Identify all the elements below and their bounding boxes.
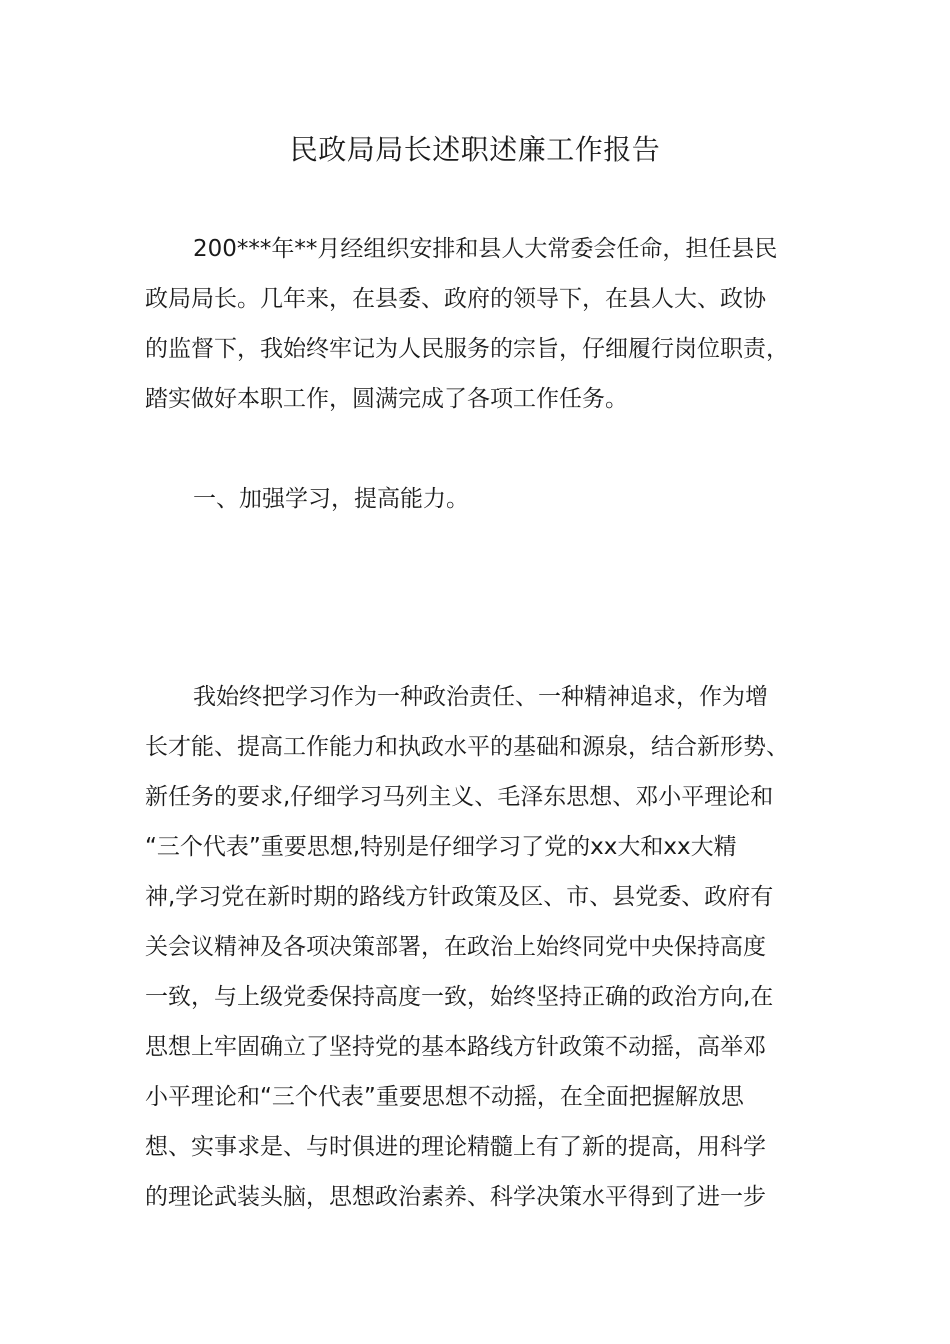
- document-title: 民政局局长述职述廉工作报告: [289, 133, 661, 166]
- paragraph-line: 长才能、提高工作能力和执政水平的基础和源泉，结合新形势、: [145, 734, 789, 760]
- paragraph-line: 想、实事求是、与时俱进的理论精髓上有了新的提高，用科学: [145, 1134, 766, 1160]
- paragraph-study: [145, 672, 845, 1222]
- paragraph-line: 一致，与上级党委保持高度一致，始终坚持正确的政治方向,在: [145, 984, 774, 1010]
- paragraph-line: 政局局长。几年来，在县委、政府的领导下，在县人大、政协: [145, 286, 766, 312]
- paragraph-line: 关会议精神及各项决策部署，在政治上始终同党中央保持高度: [145, 934, 766, 960]
- paragraph-line: 我始终把学习作为一种政治责任、一种精神追求，作为增: [193, 684, 768, 710]
- section-heading-text: 一、加强学习，提高能力。: [193, 486, 469, 512]
- paragraph-line: “三个代表”重要思想,特别是仔细学习了党的xx大和xx大精: [145, 834, 737, 860]
- paragraph-line: 200***年**月经组织安排和县人大常委会任命，担任县民: [193, 236, 778, 262]
- paragraph-line: 小平理论和“三个代表”重要思想不动摇，在全面把握解放思: [145, 1084, 744, 1110]
- paragraph-line: 思想上牢固确立了坚持党的基本路线方针政策不动摇，高举邓: [145, 1034, 766, 1060]
- paragraph-line: 的监督下，我始终牢记为人民服务的宗旨，仔细履行岗位职责，: [145, 336, 789, 362]
- section-heading: [145, 474, 845, 524]
- paragraph-line: 新任务的要求,仔细学习马列主义、毛泽东思想、邓小平理论和: [145, 784, 774, 810]
- paragraph-intro: [145, 224, 845, 424]
- paragraph-line: 踏实做好本职工作，圆满完成了各项工作任务。: [145, 386, 628, 412]
- paragraph-line: 神,学习党在新时期的路线方针政策及区、市、县党委、政府有: [145, 884, 774, 910]
- paragraph-line: 的理论武装头脑，思想政治素养、科学决策水平得到了进一步: [145, 1184, 766, 1210]
